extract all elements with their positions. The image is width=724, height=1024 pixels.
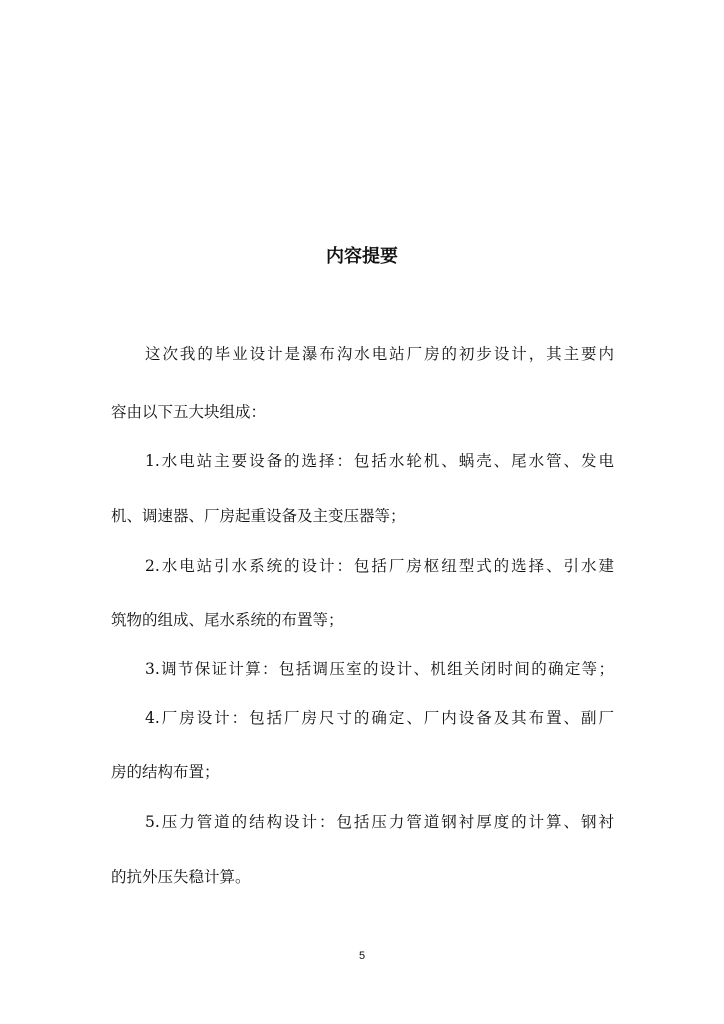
item-5-line-1: 5.压力管道的结构设计：包括压力管道钢衬厚度的计算、钢衬 <box>145 813 614 831</box>
paragraph-intro-line-1: 这次我的毕业设计是瀑布沟水电站厂房的初步设计，其主要内 <box>145 345 614 363</box>
page-title: 内容提要 <box>326 246 398 267</box>
item-4-line-2: 房的结构布置； <box>111 763 220 781</box>
item-3-line-1: 3.调节保证计算：包括调压室的设计、机组关闭时间的确定等； <box>145 660 614 678</box>
item-4-line-1: 4.厂房设计：包括厂房尺寸的确定、厂内设备及其布置、副厂 <box>145 709 614 727</box>
item-1-line-1: 1.水电站主要设备的选择：包括水轮机、蜗壳、尾水管、发电 <box>145 452 614 470</box>
item-1-line-2: 机、调速器、厂房起重设备及主变压器等； <box>111 507 406 525</box>
paragraph-intro-line-2: 容由以下五大块组成： <box>111 403 267 421</box>
item-5-line-2: 的抗外压失稳计算。 <box>111 868 251 886</box>
page-number: 5 <box>358 950 366 962</box>
item-2-line-2: 筑物的组成、尾水系统的布置等； <box>111 611 344 629</box>
item-2-line-1: 2.水电站引水系统的设计：包括厂房枢纽型式的选择、引水建 <box>145 557 614 575</box>
